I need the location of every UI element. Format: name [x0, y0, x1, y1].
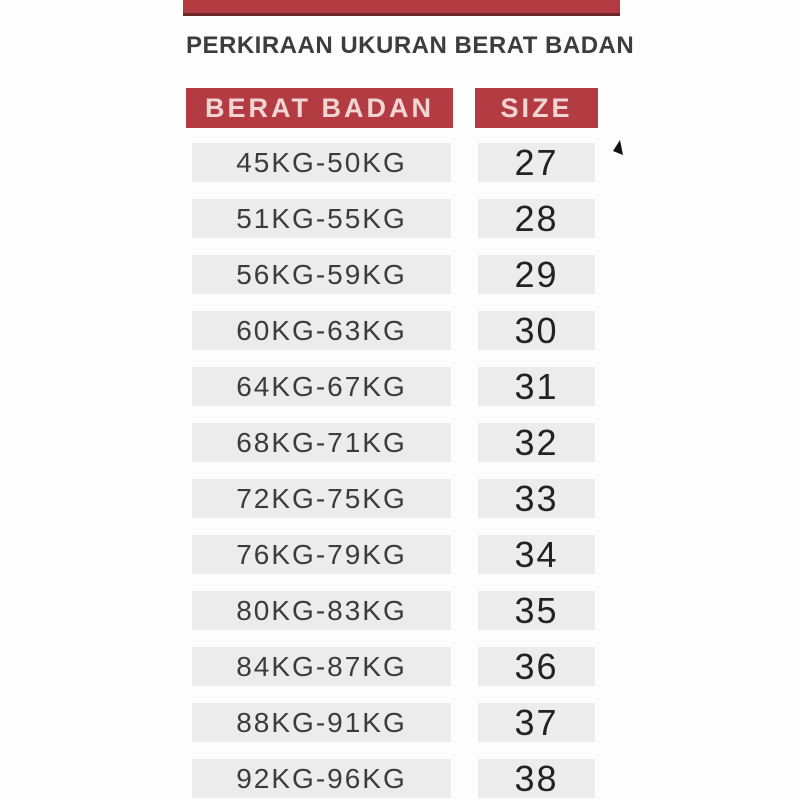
weight-cell: 76KG-79KG [192, 535, 451, 574]
weight-cell: 72KG-75KG [192, 479, 451, 518]
size-column-header: SIZE [475, 88, 598, 128]
size-cell: 31 [478, 367, 595, 406]
weight-cell: 68KG-71KG [192, 423, 451, 462]
weight-cell: 84KG-87KG [192, 647, 451, 686]
weight-cell: 92KG-96KG [192, 759, 451, 798]
table-row [186, 311, 598, 350]
size-cell: 27 [478, 143, 595, 182]
table-row [186, 199, 598, 238]
table-row [186, 367, 598, 406]
weight-cell: 56KG-59KG [192, 255, 451, 294]
size-cell: 34 [478, 535, 595, 574]
size-cell: 32 [478, 423, 595, 462]
table-row [186, 143, 598, 182]
size-cell: 29 [478, 255, 595, 294]
right-edge-artifact-mark [611, 140, 623, 157]
table-row [186, 255, 598, 294]
table-row [186, 423, 598, 462]
size-cell: 35 [478, 591, 595, 630]
table-row [186, 759, 598, 798]
size-cell: 28 [478, 199, 595, 238]
weight-cell: 45KG-50KG [192, 143, 451, 182]
size-table [186, 88, 598, 800]
table-row [186, 591, 598, 630]
size-cell: 36 [478, 647, 595, 686]
weight-column-header: BERAT BADAN [186, 88, 453, 128]
weight-cell: 60KG-63KG [192, 311, 451, 350]
table-row [186, 647, 598, 686]
weight-cell: 64KG-67KG [192, 367, 451, 406]
table-row [186, 479, 598, 518]
size-cell: 37 [478, 703, 595, 742]
size-cell: 33 [478, 479, 595, 518]
weight-cell: 88KG-91KG [192, 703, 451, 742]
top-accent-bar [183, 0, 620, 16]
table-body [186, 143, 598, 798]
page-title: PERKIRAAN UKURAN BERAT BADAN [186, 32, 635, 59]
weight-cell: 80KG-83KG [192, 591, 451, 630]
size-cell: 38 [478, 759, 595, 798]
table-row [186, 703, 598, 742]
weight-cell: 51KG-55KG [192, 199, 451, 238]
size-cell: 30 [478, 311, 595, 350]
table-row [186, 535, 598, 574]
table-header-row [186, 88, 598, 128]
